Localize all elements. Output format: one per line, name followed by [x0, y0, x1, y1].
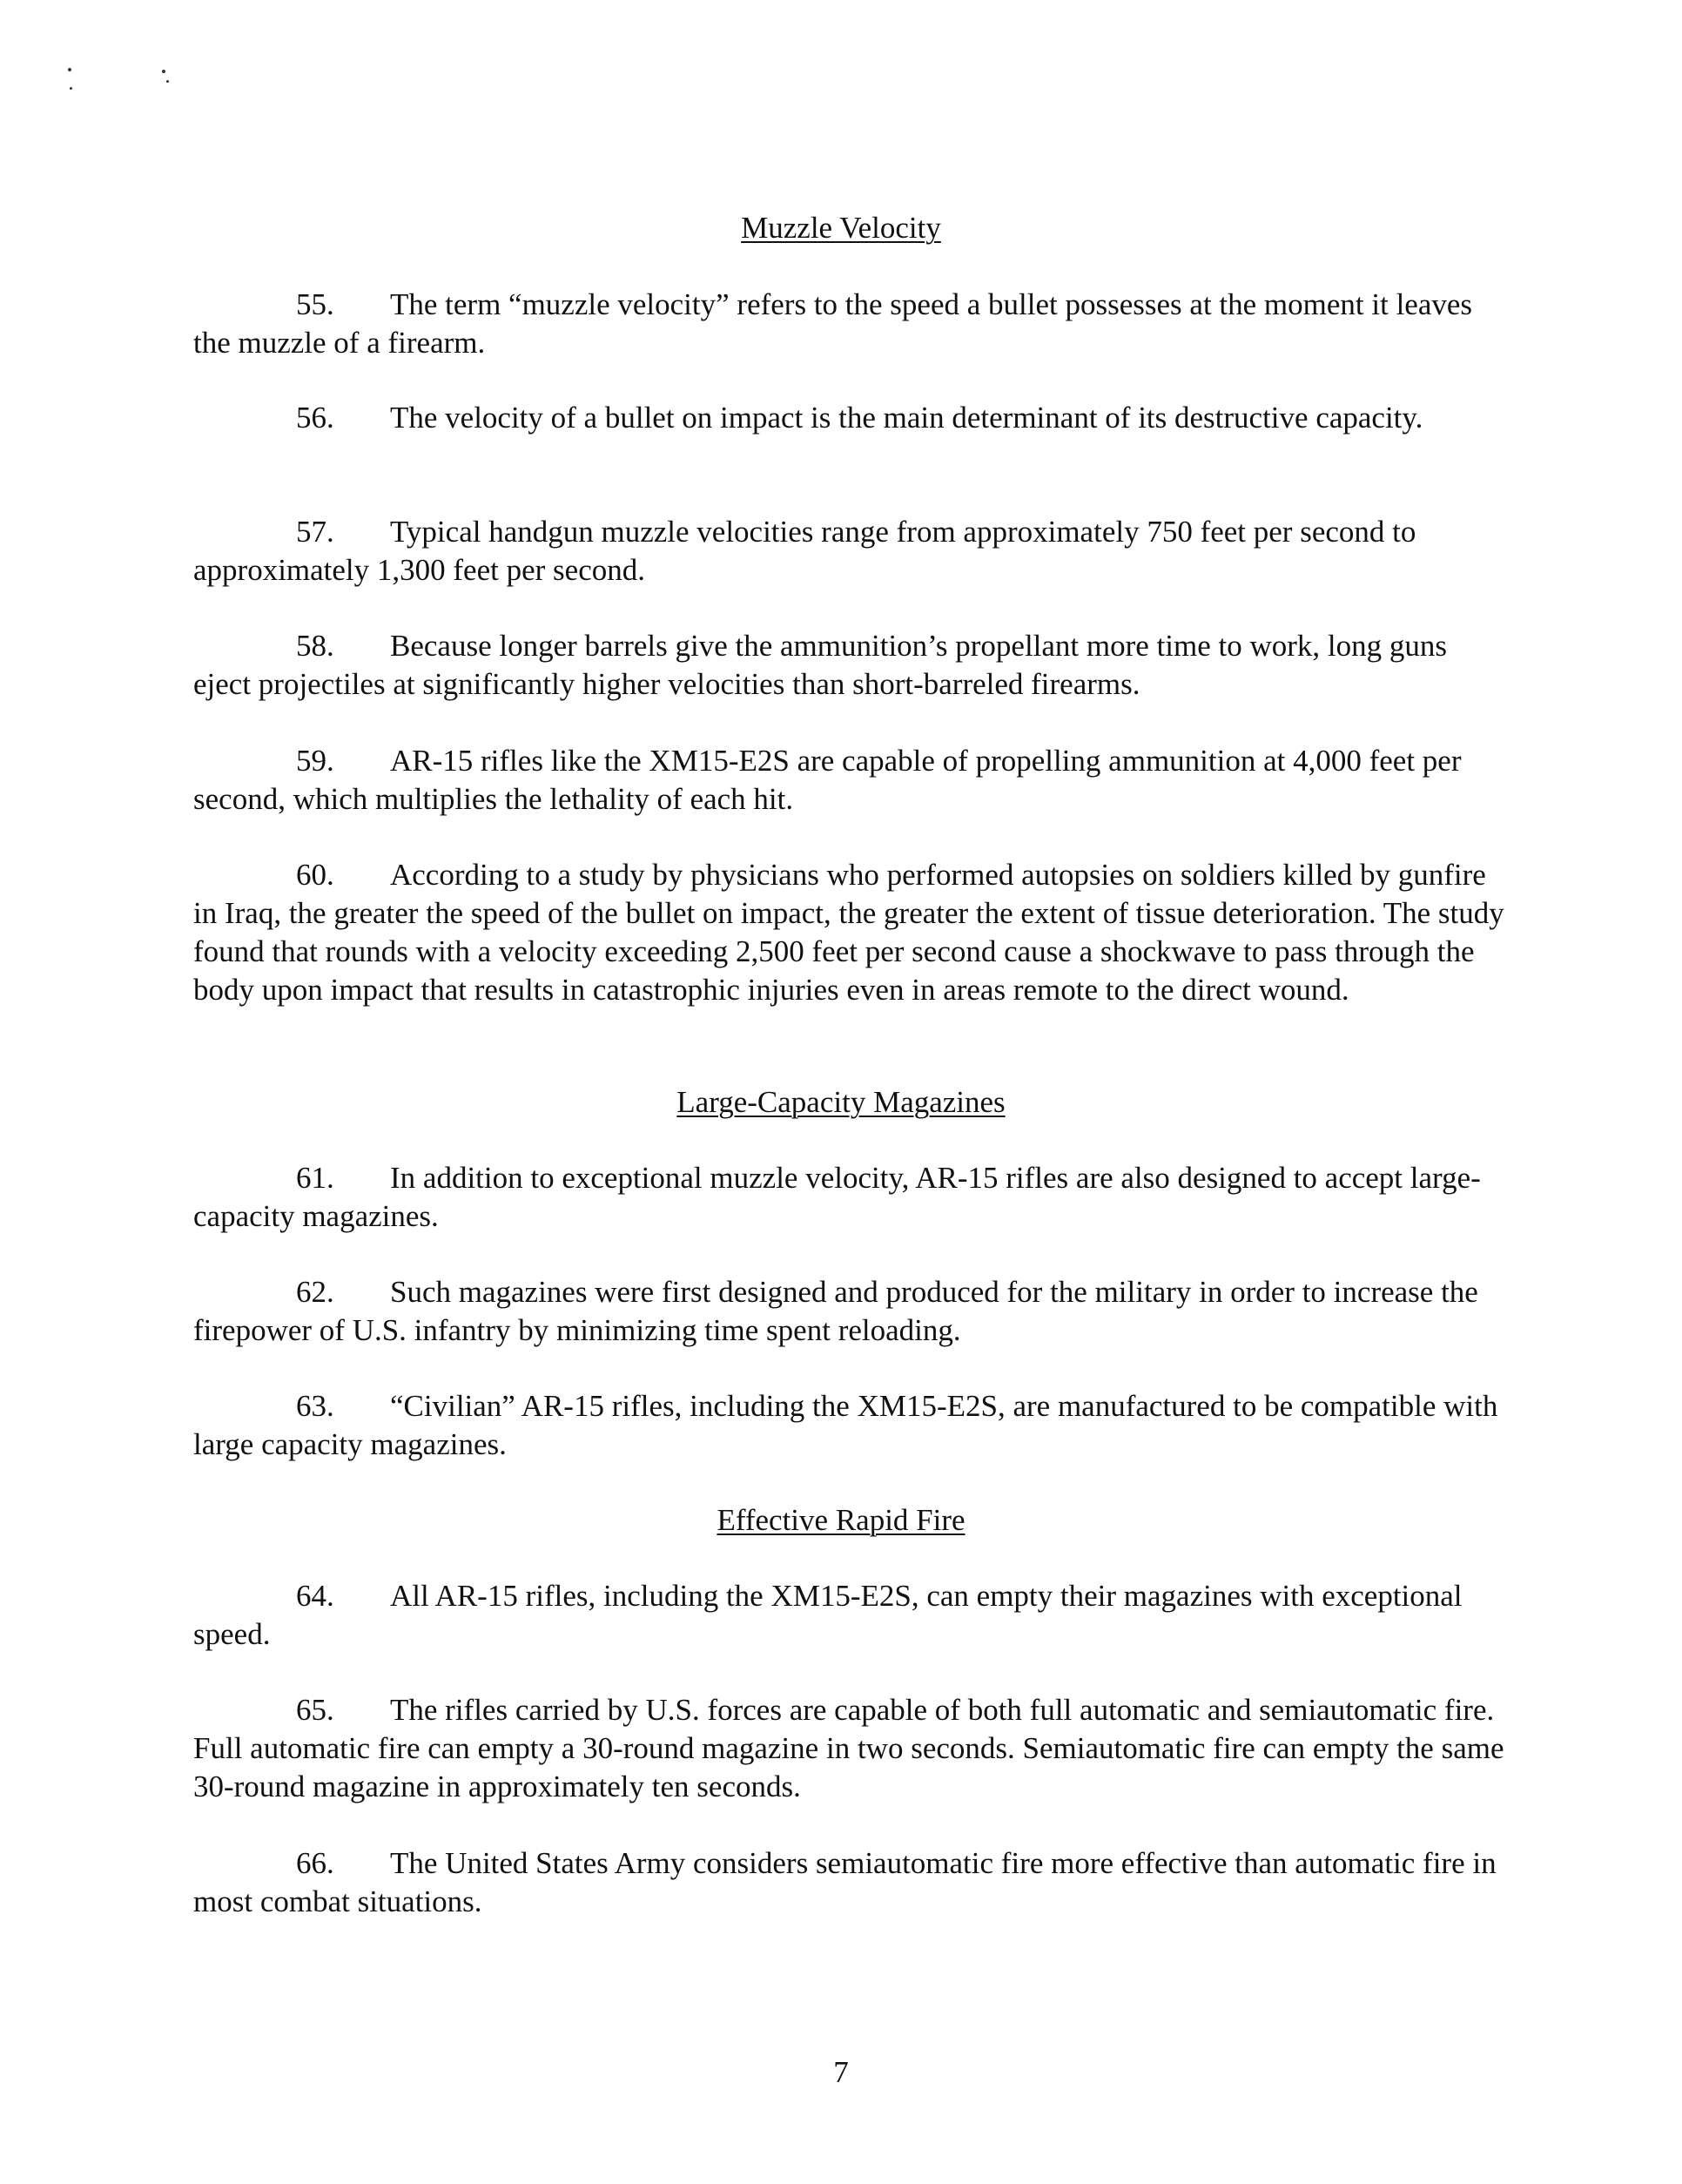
paragraph-number: 55.: [296, 287, 334, 321]
paragraph-number: 58.: [296, 629, 334, 663]
paragraph-59: [193, 742, 1508, 819]
section-heading-effective-rapid-fire: Effective Rapid Fire: [717, 1503, 965, 1537]
paragraph-text: In addition to exceptional muzzle velocity, AR-15 rifles are also designed to accept large-capacity magazines.: [193, 1161, 1481, 1233]
paragraph-58: [193, 627, 1508, 704]
section-heading-large-capacity-magazines: Large-Capacity Magazines: [676, 1085, 1006, 1119]
section-heading-muzzle-velocity: Muzzle Velocity: [741, 211, 941, 245]
scan-speck: [68, 68, 71, 71]
paragraph-number: 56.: [296, 401, 334, 435]
paragraph-number: 60.: [296, 858, 334, 892]
paragraph-text: According to a study by physicians who performed autopsies on soldiers killed by gunfire in Iraq, the greater the speed of the bullet on impact, the greater the extent of tissue deterioration. The study found that rounds with a velocity exceeding 2,500 feet per second cause a shockwave to pass through the body upon impact that results in catastrophic injuries even in areas remote to the direct wound.: [193, 858, 1504, 1007]
paragraph-text: Such magazines were first designed and produced for the military in order to increase the firepower of U.S. infantry by minimizing time spent reloading.: [193, 1275, 1478, 1347]
paragraph-63: [193, 1387, 1508, 1464]
scan-speck: [162, 70, 165, 73]
paragraph-65: [193, 1691, 1508, 1806]
paragraph-61: [193, 1159, 1508, 1236]
paragraph-62: [193, 1273, 1508, 1350]
paragraph-text: The United States Army considers semiautomatic fire more effective than automatic fire in most combat situations.: [193, 1846, 1497, 1918]
paragraph-text: “Civilian” AR-15 rifles, including the XM15-E2S, are manufactured to be compatible with large capacity magazines.: [193, 1389, 1498, 1461]
page-number: 7: [833, 2055, 849, 2089]
paragraph-57: [193, 513, 1508, 590]
paragraph-number: 63.: [296, 1389, 334, 1423]
paragraph-number: 59.: [296, 744, 334, 778]
paragraph-64: [193, 1577, 1508, 1654]
paragraph-66: [193, 1844, 1508, 1921]
paragraph-number: 64.: [296, 1579, 334, 1613]
paragraph-text: The rifles carried by U.S. forces are capable of both full automatic and semiautomatic fire. Full automatic fire can empty a 30-round magazine in two seconds. Semiautomatic fire can empty the same 30-round magazine in approximately ten seconds.: [193, 1693, 1504, 1803]
paragraph-text: Typical handgun muzzle velocities range from approximately 750 feet per second to approximately 1,300 feet per second.: [193, 515, 1416, 587]
paragraph-number: 66.: [296, 1846, 334, 1880]
paragraph-56: [193, 399, 1508, 437]
paragraph-55: [193, 286, 1508, 362]
paragraph-number: 62.: [296, 1275, 334, 1309]
paragraph-number: 57.: [296, 515, 334, 549]
paragraph-60: [193, 856, 1508, 1009]
paragraph-number: 61.: [296, 1161, 334, 1195]
paragraph-text: The velocity of a bullet on impact is the main determinant of its destructive capacity.: [390, 401, 1423, 435]
paragraph-number: 65.: [296, 1693, 334, 1727]
scan-speck: [166, 80, 169, 83]
paragraph-text: The term “muzzle velocity” refers to the speed a bullet possesses at the moment it leaves the muzzle of a firearm.: [193, 287, 1473, 360]
scan-speck: [70, 87, 72, 90]
paragraph-text: Because longer barrels give the ammunition’s propellant more time to work, long guns eject projectiles at significantly higher velocities than short-barreled firearms.: [193, 629, 1448, 701]
paragraph-text: AR-15 rifles like the XM15-E2S are capable of propelling ammunition at 4,000 feet per second, which multiplies the lethality of each hit.: [193, 744, 1462, 816]
paragraph-text: All AR-15 rifles, including the XM15-E2S, can empty their magazines with exceptional speed.: [193, 1579, 1463, 1651]
